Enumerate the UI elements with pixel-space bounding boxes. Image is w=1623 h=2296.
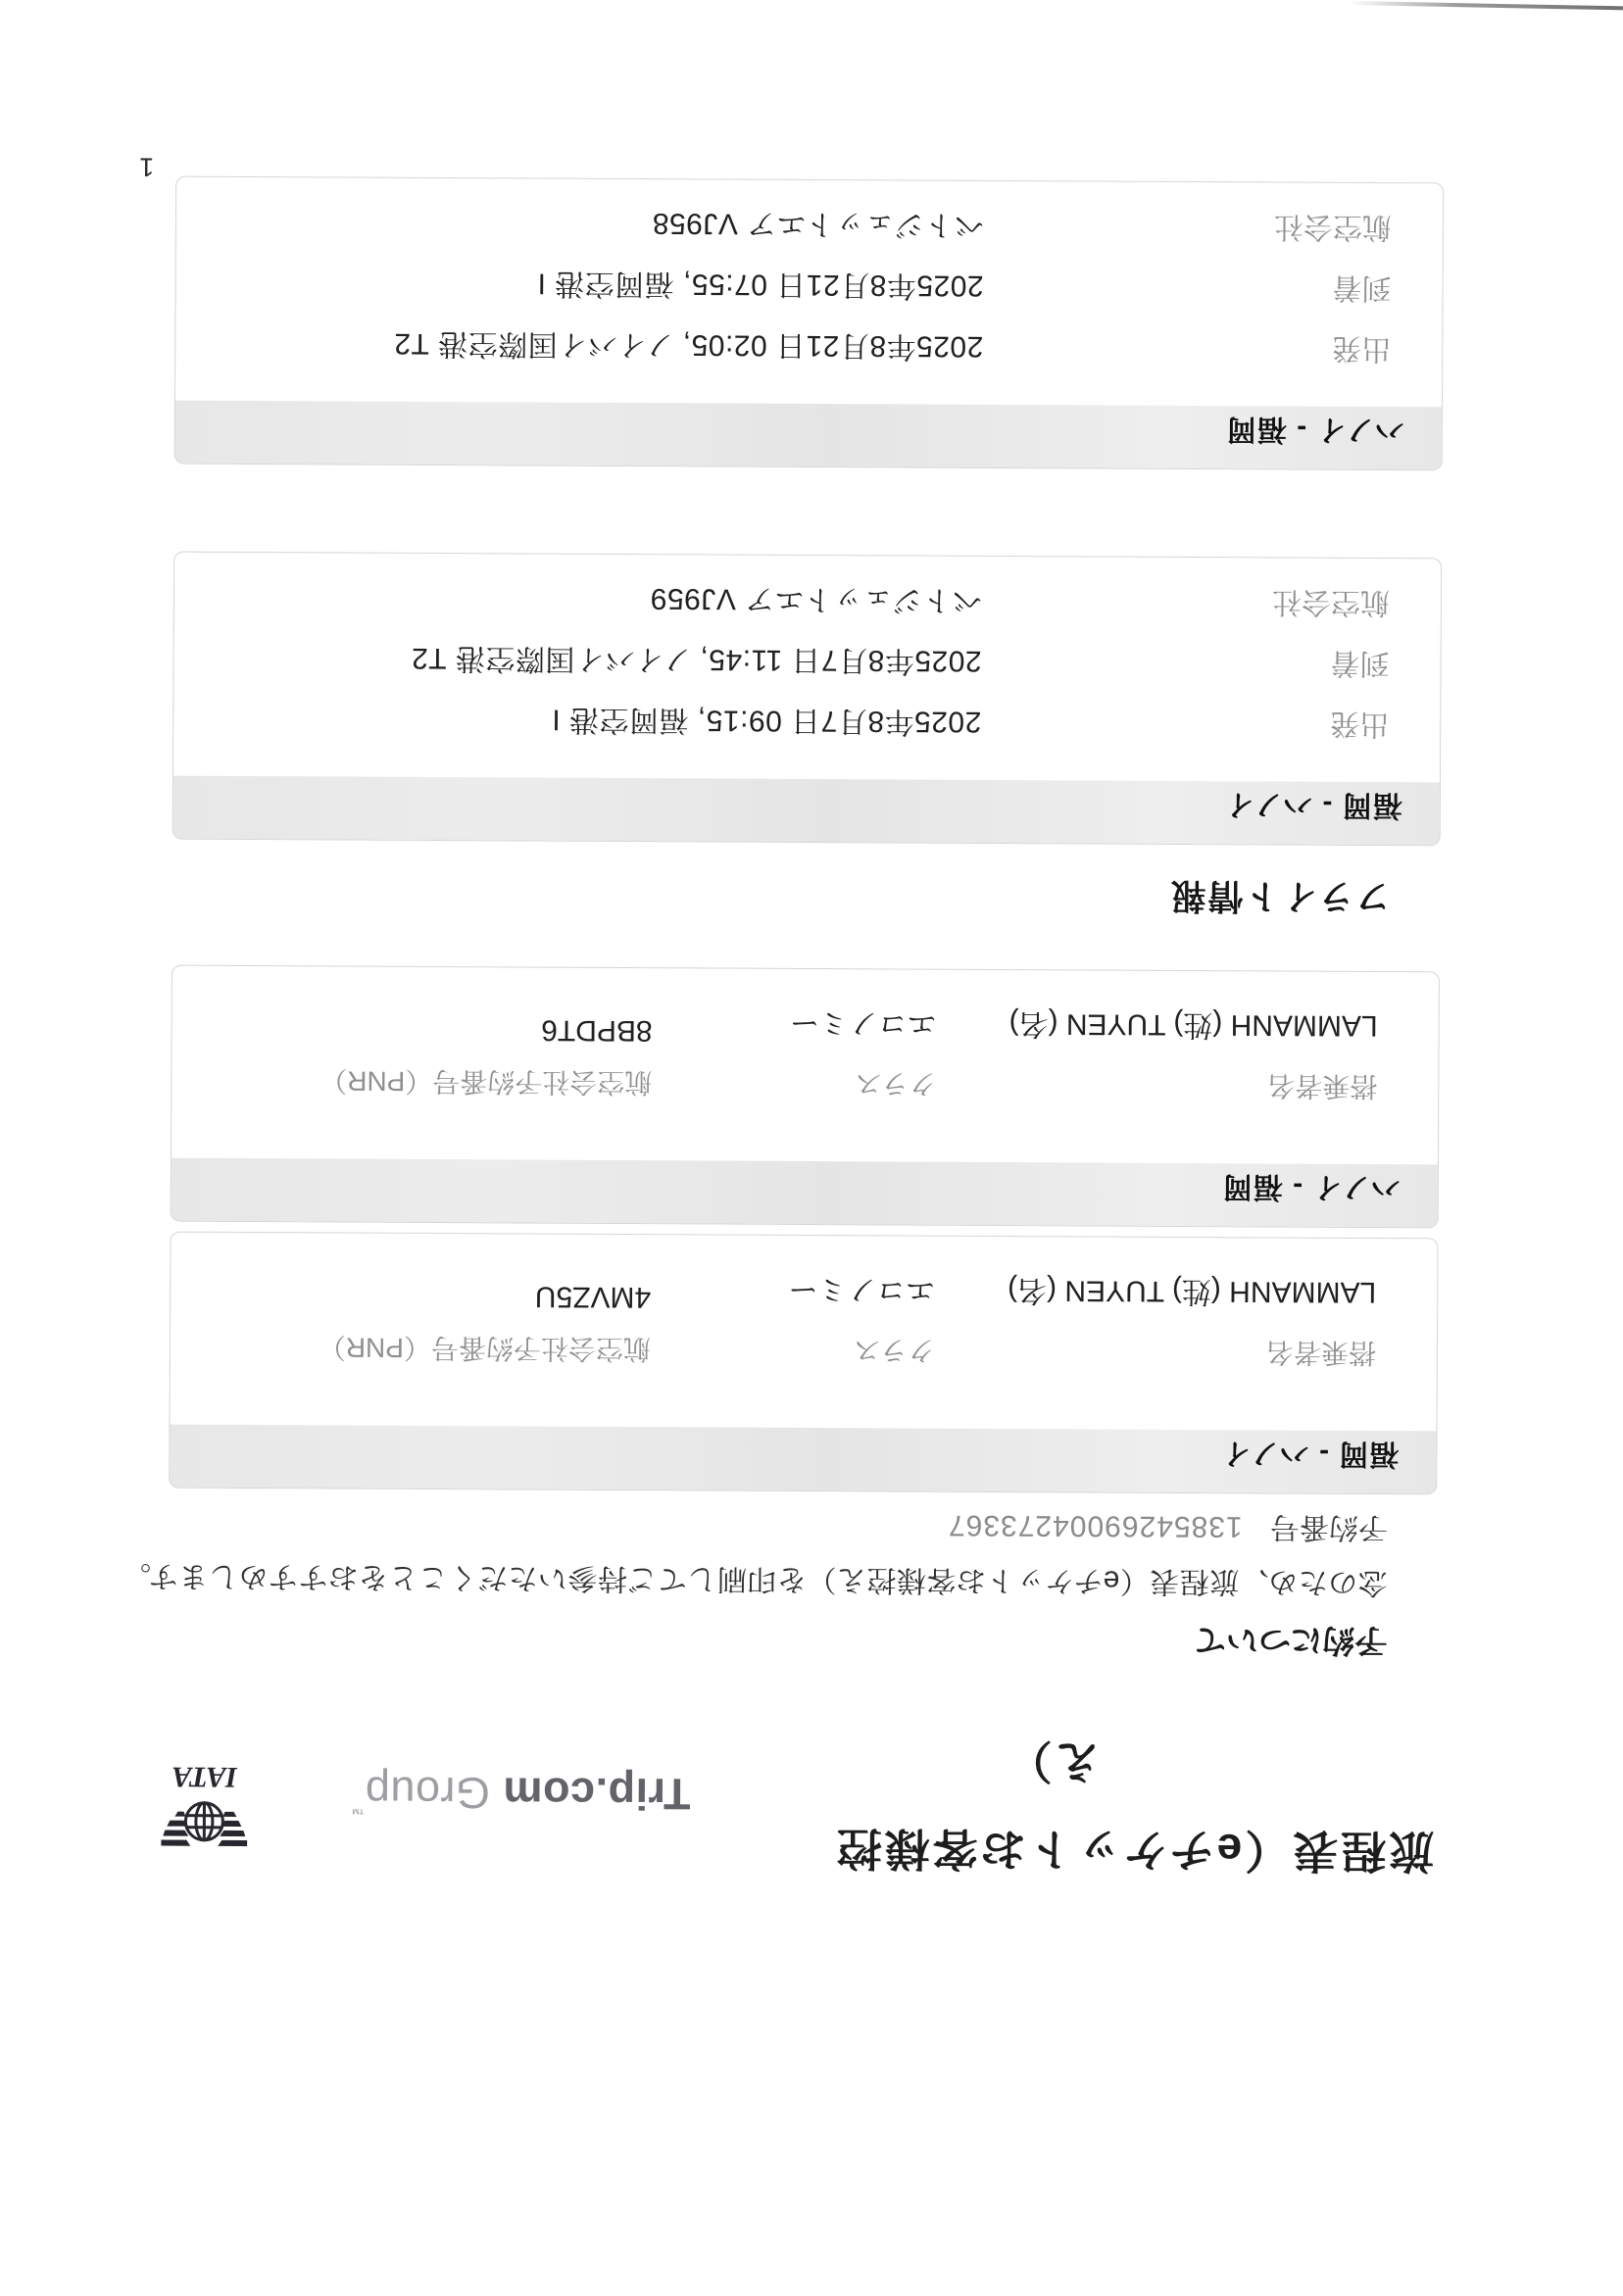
arrival-label: 到着	[1332, 269, 1391, 313]
class-label: クラス	[855, 1065, 936, 1104]
page-number: 1	[139, 151, 154, 181]
tripcom-logo-text: Trip.com	[503, 1768, 691, 1819]
booking-section-heading: 予約について	[1194, 1619, 1388, 1666]
page-title-line2: え）	[670, 1730, 1435, 1798]
route-title: 福岡 - ハノイ	[1224, 786, 1402, 830]
arrival-value: 2025年8月7日 11:45, ノイバイ国際空港 T2	[411, 640, 981, 686]
airline-value: ベトジェットエア VJ958	[652, 205, 984, 250]
pnr-card-hanoi-fukuoka	[171, 965, 1440, 1229]
pnr-label: 航空会社予約番号（PNR）	[320, 1062, 652, 1103]
booking-number-line	[948, 1507, 1388, 1552]
tripcom-group-logo	[351, 1767, 691, 1820]
airline-value: ベトジェットエア VJ959	[650, 580, 982, 625]
booking-number-label: 予約番号	[1270, 1510, 1388, 1543]
iata-logo	[161, 1758, 248, 1854]
passenger-name-label: 搭乗者名	[1266, 1334, 1376, 1374]
arrival-label: 到着	[1330, 645, 1389, 688]
svg-text:IATA: IATA	[172, 1761, 238, 1793]
route-title: ハノイ - 福岡	[1226, 411, 1404, 455]
pnr-label: 航空会社予約番号（PNR）	[319, 1329, 651, 1370]
passenger-name-value: LAMMANH (姓) TUYEN (名)	[1008, 1272, 1376, 1317]
trademark-symbol: ™	[351, 1802, 366, 1818]
pnr-card-fukuoka-hanoi	[169, 1232, 1438, 1495]
class-value: エコノミー	[790, 1004, 937, 1049]
airline-label: 航空会社	[1274, 208, 1392, 252]
iata-logo-graphic	[161, 1758, 248, 1854]
airline-label: 航空会社	[1272, 583, 1390, 627]
route-title: 福岡 - ハノイ	[1220, 1435, 1399, 1479]
flight-card-hanoi-fukuoka	[174, 176, 1445, 471]
arrival-value: 2025年8月21日 07:55, 福岡空港 I	[537, 266, 984, 311]
departure-value: 2025年8月21日 02:05, ノイバイ国際空港 T2	[394, 325, 984, 371]
flight-info-heading: フライト情報	[1168, 873, 1391, 924]
page-title-line1: 旅程表（eチケットお客様控	[669, 1818, 1434, 1886]
booking-number-value: 13854269004273367	[948, 1509, 1243, 1543]
departure-label: 出発	[1330, 706, 1389, 749]
group-logo-text: Group	[365, 1768, 490, 1819]
route-title: ハノイ - 福岡	[1222, 1168, 1401, 1212]
pnr-value: 8BPDT6	[541, 1013, 653, 1048]
flight-card-fukuoka-hanoi	[172, 552, 1443, 847]
passenger-name-label: 搭乗者名	[1267, 1067, 1377, 1107]
class-value: エコノミー	[788, 1271, 935, 1315]
class-label: クラス	[854, 1332, 935, 1371]
departure-label: 出発	[1332, 330, 1391, 373]
pnr-value: 4MVZ5U	[535, 1280, 652, 1314]
booking-note-text: 念のため、旅程表（eチケットお客様控え）を印刷してご持参いただくことをおすすめします。	[172, 1558, 1388, 1607]
departure-value: 2025年8月7日 09:15, 福岡空港 I	[552, 702, 982, 747]
passenger-name-value: LAMMANH (姓) TUYEN (名)	[1008, 1005, 1377, 1050]
